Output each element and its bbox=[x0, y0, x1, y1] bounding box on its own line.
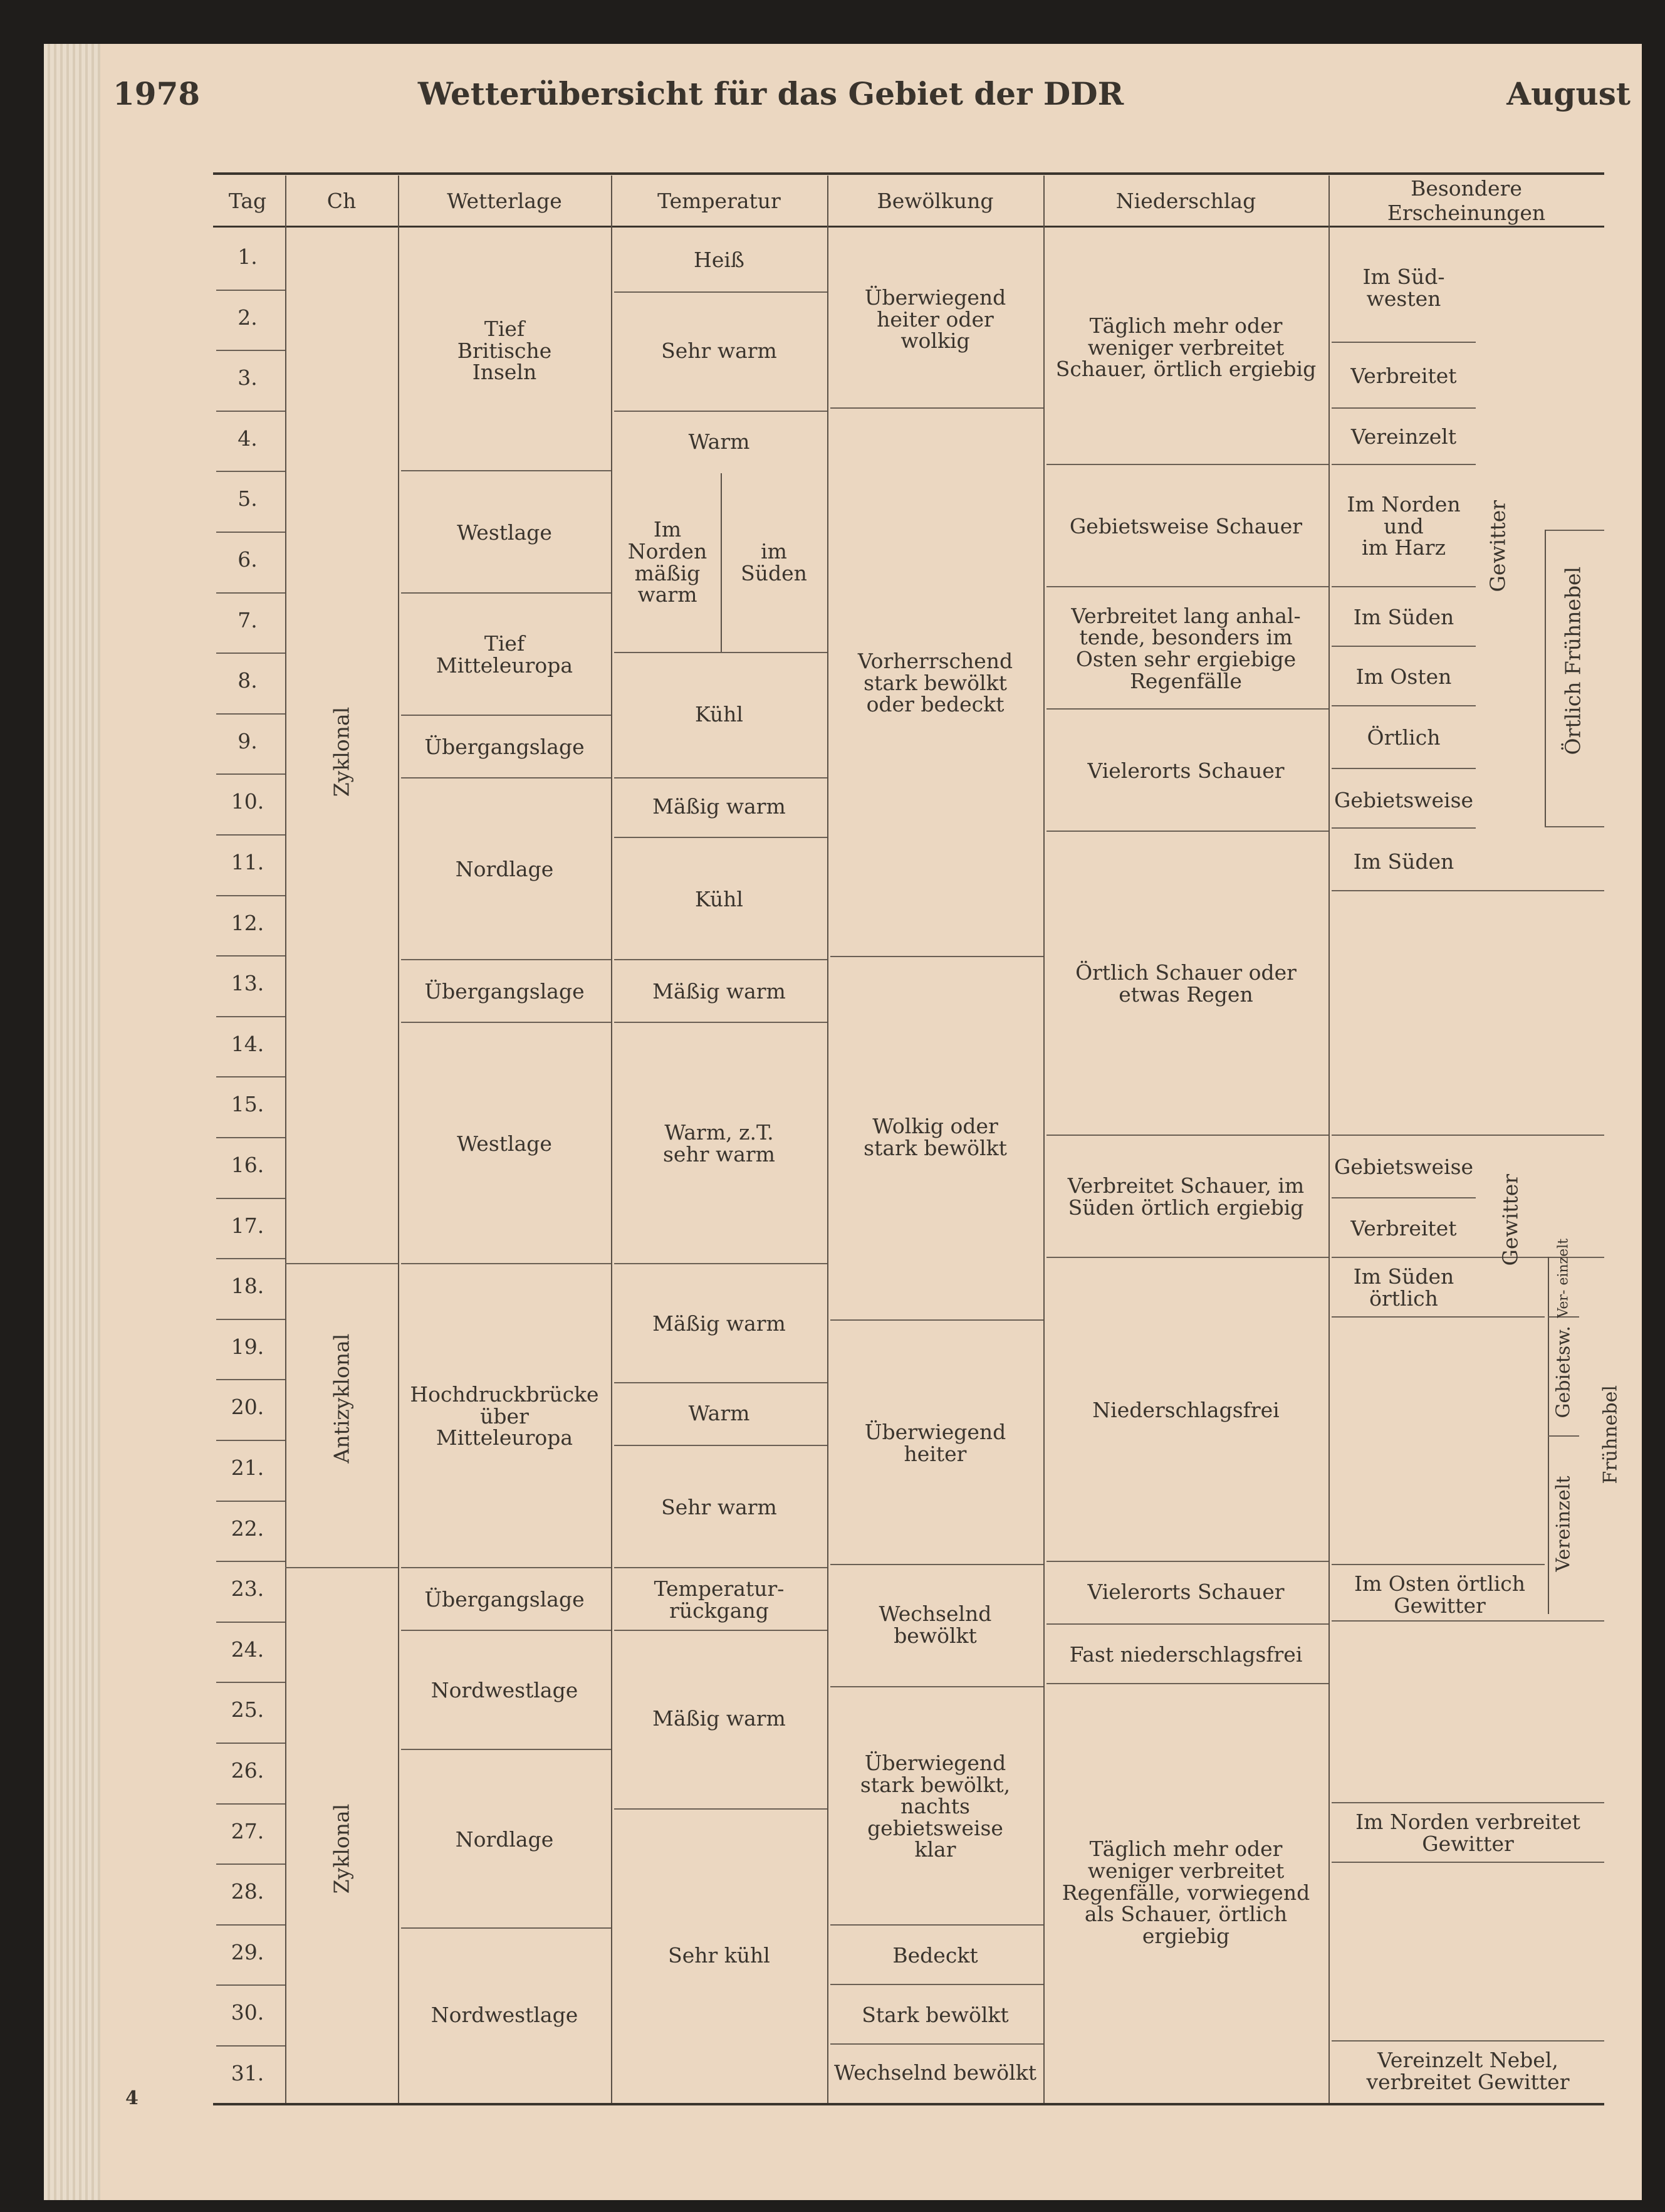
row-divider bbox=[1332, 1135, 1604, 1136]
day-row-divider bbox=[216, 350, 285, 351]
day-label: 9. bbox=[237, 728, 258, 753]
col-ch: Ch bbox=[326, 188, 357, 213]
niederschlag-cell: Täglich mehr oder weniger verbreitet Schauer, örtlich ergiebig bbox=[1055, 313, 1317, 382]
row-divider bbox=[401, 592, 611, 594]
day-label: 16. bbox=[231, 1153, 264, 1177]
wetterlage-cell: Nordwestlage bbox=[431, 2002, 578, 2027]
day-label: 3. bbox=[237, 365, 258, 391]
niederschlag-cell: Örtlich Schauer oder etwas Regen bbox=[1075, 960, 1297, 1007]
day-row-divider bbox=[216, 532, 285, 533]
besondere-cell: Im Süden bbox=[1353, 849, 1454, 874]
row-divider bbox=[614, 1630, 827, 1631]
bewoelkung-cell: Überwiegend heiter oder wolkig bbox=[864, 285, 1006, 354]
day-row-divider bbox=[216, 1501, 285, 1502]
day-label: 28. bbox=[231, 1879, 264, 1904]
besondere-cell: Im Süden örtlich bbox=[1353, 1264, 1454, 1311]
fruehnebel-label: Örtlich Frühnebel bbox=[1560, 566, 1585, 755]
niederschlag-cell: Vielerorts Schauer bbox=[1087, 758, 1285, 783]
row-divider bbox=[830, 407, 1043, 409]
besondere-cell: Gebietsweise bbox=[1334, 1155, 1474, 1180]
ch-zyklonal-1: Zyklonal bbox=[329, 706, 354, 797]
row-divider bbox=[401, 1567, 611, 1568]
day-row-divider bbox=[216, 592, 285, 594]
row-divider bbox=[614, 291, 827, 293]
day-row-divider bbox=[216, 1440, 285, 1441]
row-divider bbox=[1332, 2040, 1604, 2042]
day-row-divider bbox=[216, 1924, 285, 1926]
row-divider bbox=[1046, 831, 1328, 832]
row-divider bbox=[614, 837, 827, 838]
row-divider bbox=[1332, 705, 1476, 706]
col-niederschlag: Niederschlag bbox=[1115, 188, 1256, 213]
row-divider bbox=[614, 1382, 827, 1383]
row-divider bbox=[1046, 1683, 1328, 1684]
day-row-divider bbox=[216, 713, 285, 715]
wetterlage-cell: Übergangslage bbox=[424, 735, 585, 760]
row-divider bbox=[614, 411, 827, 412]
temperatur-cell: Kühl bbox=[695, 886, 743, 911]
row-divider bbox=[1332, 1564, 1545, 1565]
row-divider bbox=[830, 1984, 1043, 1985]
day-row-divider bbox=[216, 834, 285, 836]
bewoelkung-cell: Wechselnd bewölkt bbox=[834, 2060, 1036, 2085]
page-number: 4 bbox=[125, 2087, 138, 2109]
temperatur-cell: Mäßig warm bbox=[652, 1311, 786, 1336]
bracket-line bbox=[1545, 826, 1604, 827]
ch-divider bbox=[285, 1263, 398, 1264]
wetterlage-cell: Westlage bbox=[457, 1131, 552, 1156]
row-divider bbox=[1046, 1561, 1328, 1562]
split-divider bbox=[721, 473, 722, 652]
row-divider bbox=[830, 1319, 1043, 1321]
wetterlage-cell: Nordlage bbox=[455, 857, 554, 882]
row-divider bbox=[1046, 1623, 1328, 1625]
bracket-line bbox=[1545, 530, 1604, 531]
ch-antizyklonal: Antizyklonal bbox=[329, 1333, 354, 1464]
besondere-cell: Gebietsweise bbox=[1334, 788, 1474, 813]
day-label: 27. bbox=[231, 1818, 264, 1843]
niederschlag-cell: Verbreitet Schauer, im Süden örtlich ergiebig bbox=[1067, 1173, 1305, 1220]
bewoelkung-cell: Bedeckt bbox=[892, 1942, 978, 1968]
row-divider bbox=[1332, 1316, 1545, 1318]
bewoelkung-cell: Überwiegend heiter bbox=[864, 1419, 1006, 1466]
row-divider bbox=[830, 956, 1043, 957]
gewitter-label: Gewitter bbox=[1498, 1173, 1523, 1266]
day-label: 31. bbox=[231, 2061, 264, 2085]
row-divider bbox=[1332, 407, 1476, 409]
day-label: 18. bbox=[231, 1274, 264, 1299]
day-label: 7. bbox=[237, 607, 258, 632]
row-divider bbox=[401, 470, 611, 471]
niederschlag-cell: Verbreitet lang anhal- tende, besonders im Osten sehr ergiebige Regenfälle bbox=[1071, 603, 1301, 693]
niederschlag-cell: Gebietsweise Schauer bbox=[1069, 513, 1303, 538]
day-row-divider bbox=[216, 290, 285, 291]
day-label: 11. bbox=[231, 850, 264, 874]
header-bottom-rule bbox=[213, 226, 1604, 228]
day-label: 5. bbox=[237, 486, 258, 511]
day-row-divider bbox=[216, 1682, 285, 1683]
temperatur-cell: Warm bbox=[688, 429, 750, 454]
col-temperatur: Temperatur bbox=[657, 188, 781, 213]
col-besondere: Besondere Erscheinungen bbox=[1387, 176, 1546, 225]
day-label: 1. bbox=[237, 244, 258, 269]
day-label: 26. bbox=[231, 1758, 264, 1783]
day-row-divider bbox=[216, 411, 285, 412]
day-label: 24. bbox=[231, 1637, 264, 1662]
day-label: 13. bbox=[231, 971, 264, 996]
day-label: 23. bbox=[231, 1576, 264, 1601]
niederschlag-cell: Vielerorts Schauer bbox=[1087, 1579, 1285, 1604]
ch-zyklonal-2: Zyklonal bbox=[329, 1803, 354, 1894]
row-divider bbox=[1046, 586, 1328, 587]
day-row-divider bbox=[216, 1743, 285, 1744]
bewoelkung-cell: Überwiegend stark bewölkt, nachts gebietsweise klar bbox=[860, 1750, 1011, 1862]
day-row-divider bbox=[216, 955, 285, 957]
col-divider bbox=[285, 176, 286, 2103]
col-divider bbox=[398, 176, 399, 2103]
wetterlage-cell: Tief Mitteleuropa bbox=[436, 631, 573, 678]
row-divider bbox=[614, 1567, 827, 1568]
besondere-cell: Im Norden verbreitet Gewitter bbox=[1355, 1810, 1580, 1856]
day-label: 25. bbox=[231, 1697, 264, 1722]
temperatur-cell: Warm, z.T. sehr warm bbox=[663, 1120, 775, 1166]
row-divider bbox=[1046, 464, 1328, 465]
besondere-cell: Vereinzelt Nebel, verbreitet Gewitter bbox=[1366, 2048, 1570, 2094]
day-label: 6. bbox=[237, 547, 258, 572]
col-divider bbox=[1328, 176, 1330, 2103]
table-top-rule bbox=[213, 172, 1604, 175]
besondere-cell: Vereinzelt bbox=[1350, 424, 1457, 449]
col-divider bbox=[1043, 176, 1045, 2103]
day-row-divider bbox=[216, 1198, 285, 1199]
row-divider bbox=[401, 1749, 611, 1750]
wetterlage-cell: Tief Britische Inseln bbox=[457, 317, 552, 385]
day-row-divider bbox=[216, 895, 285, 896]
row-divider bbox=[830, 1686, 1043, 1687]
row-divider bbox=[830, 2043, 1043, 2045]
row-divider bbox=[614, 1263, 827, 1264]
bewoelkung-cell: Stark bewölkt bbox=[862, 2002, 1009, 2027]
col-wetterlage: Wetterlage bbox=[447, 188, 562, 213]
temperatur-cell: Sehr kühl bbox=[668, 1942, 770, 1968]
row-divider bbox=[1332, 646, 1476, 647]
table-bottom-rule bbox=[213, 2103, 1604, 2105]
temperatur-cell: Mäßig warm bbox=[652, 979, 786, 1004]
row-divider bbox=[401, 777, 611, 778]
row-divider bbox=[1046, 1257, 1328, 1258]
row-divider bbox=[1332, 586, 1476, 587]
row-divider bbox=[401, 1630, 611, 1631]
day-label: 20. bbox=[231, 1395, 264, 1420]
day-row-divider bbox=[216, 1016, 285, 1017]
bewoelkung-cell: Vorherrschend stark bewölkt oder bedeckt bbox=[857, 649, 1013, 717]
col-divider bbox=[827, 176, 828, 2103]
row-divider bbox=[1046, 708, 1328, 710]
row-divider bbox=[1046, 1135, 1328, 1136]
temperatur-cell: im Süden bbox=[741, 538, 807, 585]
row-divider bbox=[1332, 1620, 1604, 1622]
row-divider bbox=[1332, 1197, 1476, 1198]
day-label: 19. bbox=[231, 1334, 264, 1359]
day-label: 10. bbox=[231, 789, 264, 814]
day-label: 2. bbox=[237, 305, 258, 330]
day-label: 17. bbox=[231, 1213, 264, 1238]
col-tag: Tag bbox=[228, 188, 267, 213]
month: August bbox=[1506, 75, 1631, 112]
bracket-line bbox=[1545, 530, 1546, 827]
day-row-divider bbox=[216, 1137, 285, 1138]
besondere-cell: Im Osten örtlich Gewitter bbox=[1354, 1571, 1526, 1618]
row-divider bbox=[614, 652, 827, 653]
bracket-line bbox=[1548, 1435, 1579, 1437]
row-divider bbox=[401, 1263, 611, 1264]
bewoelkung-cell: Wolkig oder stark bewölkt bbox=[864, 1114, 1007, 1160]
besondere-cell: Verbreitet bbox=[1350, 1215, 1457, 1240]
row-divider bbox=[614, 1022, 827, 1023]
day-label: 14. bbox=[231, 1031, 264, 1056]
day-label: 8. bbox=[237, 668, 258, 693]
row-divider bbox=[614, 959, 827, 960]
row-divider bbox=[614, 1445, 827, 1446]
wetterlage-cell: Nordwestlage bbox=[431, 1678, 578, 1703]
day-row-divider bbox=[216, 1803, 285, 1805]
row-divider bbox=[1332, 464, 1476, 465]
gebietsweise-label: Gebietsw. bbox=[1552, 1326, 1575, 1418]
page-title: Wetterübersicht für das Gebiet der DDR bbox=[417, 75, 1124, 112]
temperatur-cell: Im Norden mäßig warm bbox=[627, 517, 707, 607]
temperatur-cell: Mäßig warm bbox=[652, 794, 786, 819]
row-divider bbox=[1332, 768, 1476, 769]
day-row-divider bbox=[216, 773, 285, 775]
gewitter-label: Gewitter bbox=[1485, 500, 1510, 592]
day-label: 21. bbox=[231, 1455, 264, 1480]
niederschlag-cell: Fast niederschlagsfrei bbox=[1069, 1642, 1303, 1667]
row-divider bbox=[1332, 890, 1604, 891]
day-row-divider bbox=[216, 1379, 285, 1380]
besondere-cell: Im Süd- westen bbox=[1362, 265, 1445, 311]
besondere-cell: Im Süden bbox=[1353, 604, 1454, 629]
vereinzelt-label: Ver- einzelt bbox=[1555, 1238, 1572, 1318]
day-row-divider bbox=[216, 1561, 285, 1562]
besondere-cell: Im Osten bbox=[1355, 664, 1452, 689]
temperatur-cell: Sehr warm bbox=[661, 338, 777, 363]
day-label: 22. bbox=[231, 1516, 264, 1541]
niederschlag-cell: Täglich mehr oder weniger verbreitet Regenfälle, vorwiegend als Schauer, örtlich ergiebig bbox=[1062, 1837, 1310, 1948]
temperatur-cell: Kühl bbox=[695, 701, 743, 726]
col-bewoelkung: Bewölkung bbox=[877, 188, 994, 213]
row-divider bbox=[401, 1022, 611, 1023]
row-divider bbox=[1332, 1862, 1604, 1863]
besondere-cell: Im Norden und im Harz bbox=[1347, 492, 1461, 560]
wetterlage-cell: Übergangslage bbox=[424, 1587, 585, 1612]
temperatur-cell: Mäßig warm bbox=[652, 1706, 786, 1731]
row-divider bbox=[614, 1808, 827, 1810]
col-divider bbox=[611, 176, 612, 2103]
row-divider bbox=[614, 777, 827, 778]
niederschlag-cell: Niederschlagsfrei bbox=[1092, 1397, 1280, 1422]
row-divider bbox=[1332, 1802, 1604, 1803]
temperatur-cell: Warm bbox=[688, 1400, 750, 1425]
temperatur-cell: Heiß bbox=[694, 247, 744, 272]
row-divider bbox=[401, 1927, 611, 1929]
day-label: 30. bbox=[231, 2000, 264, 2025]
wetterlage-cell: Übergangslage bbox=[424, 979, 585, 1004]
wetterlage-cell: Westlage bbox=[457, 520, 552, 545]
fruehnebel-label: Frühnebel bbox=[1599, 1385, 1622, 1484]
wetterlage-cell: Nordlage bbox=[455, 1827, 554, 1852]
day-row-divider bbox=[216, 471, 285, 472]
day-label: 15. bbox=[231, 1092, 264, 1117]
day-row-divider bbox=[216, 1319, 285, 1320]
row-divider bbox=[830, 1924, 1043, 1926]
day-label: 12. bbox=[231, 910, 264, 935]
day-row-divider bbox=[216, 1622, 285, 1623]
row-divider bbox=[830, 1564, 1043, 1565]
ch-divider bbox=[285, 1567, 398, 1568]
day-row-divider bbox=[216, 1258, 285, 1259]
vereinzelt-label: Vereinzelt bbox=[1552, 1476, 1575, 1572]
wetterlage-cell: Hochdruckbrücke über Mitteleuropa bbox=[410, 1382, 599, 1450]
day-row-divider bbox=[216, 653, 285, 654]
temperatur-cell: Temperatur- rückgang bbox=[654, 1576, 785, 1623]
day-row-divider bbox=[216, 1984, 285, 1986]
row-divider bbox=[401, 959, 611, 960]
day-row-divider bbox=[216, 1863, 285, 1865]
temperatur-cell: Sehr warm bbox=[661, 1494, 777, 1519]
row-divider bbox=[1332, 827, 1476, 829]
day-label: 4. bbox=[237, 426, 258, 451]
row-divider bbox=[1332, 342, 1476, 343]
bewoelkung-cell: Wechselnd bewölkt bbox=[879, 1601, 992, 1648]
row-divider bbox=[401, 715, 611, 716]
year: 1978 bbox=[113, 75, 201, 112]
day-row-divider bbox=[216, 1076, 285, 1077]
besondere-cell: Örtlich bbox=[1367, 725, 1441, 750]
day-row-divider bbox=[216, 2045, 285, 2047]
day-label: 29. bbox=[231, 1939, 264, 1964]
besondere-cell: Verbreitet bbox=[1350, 363, 1457, 388]
